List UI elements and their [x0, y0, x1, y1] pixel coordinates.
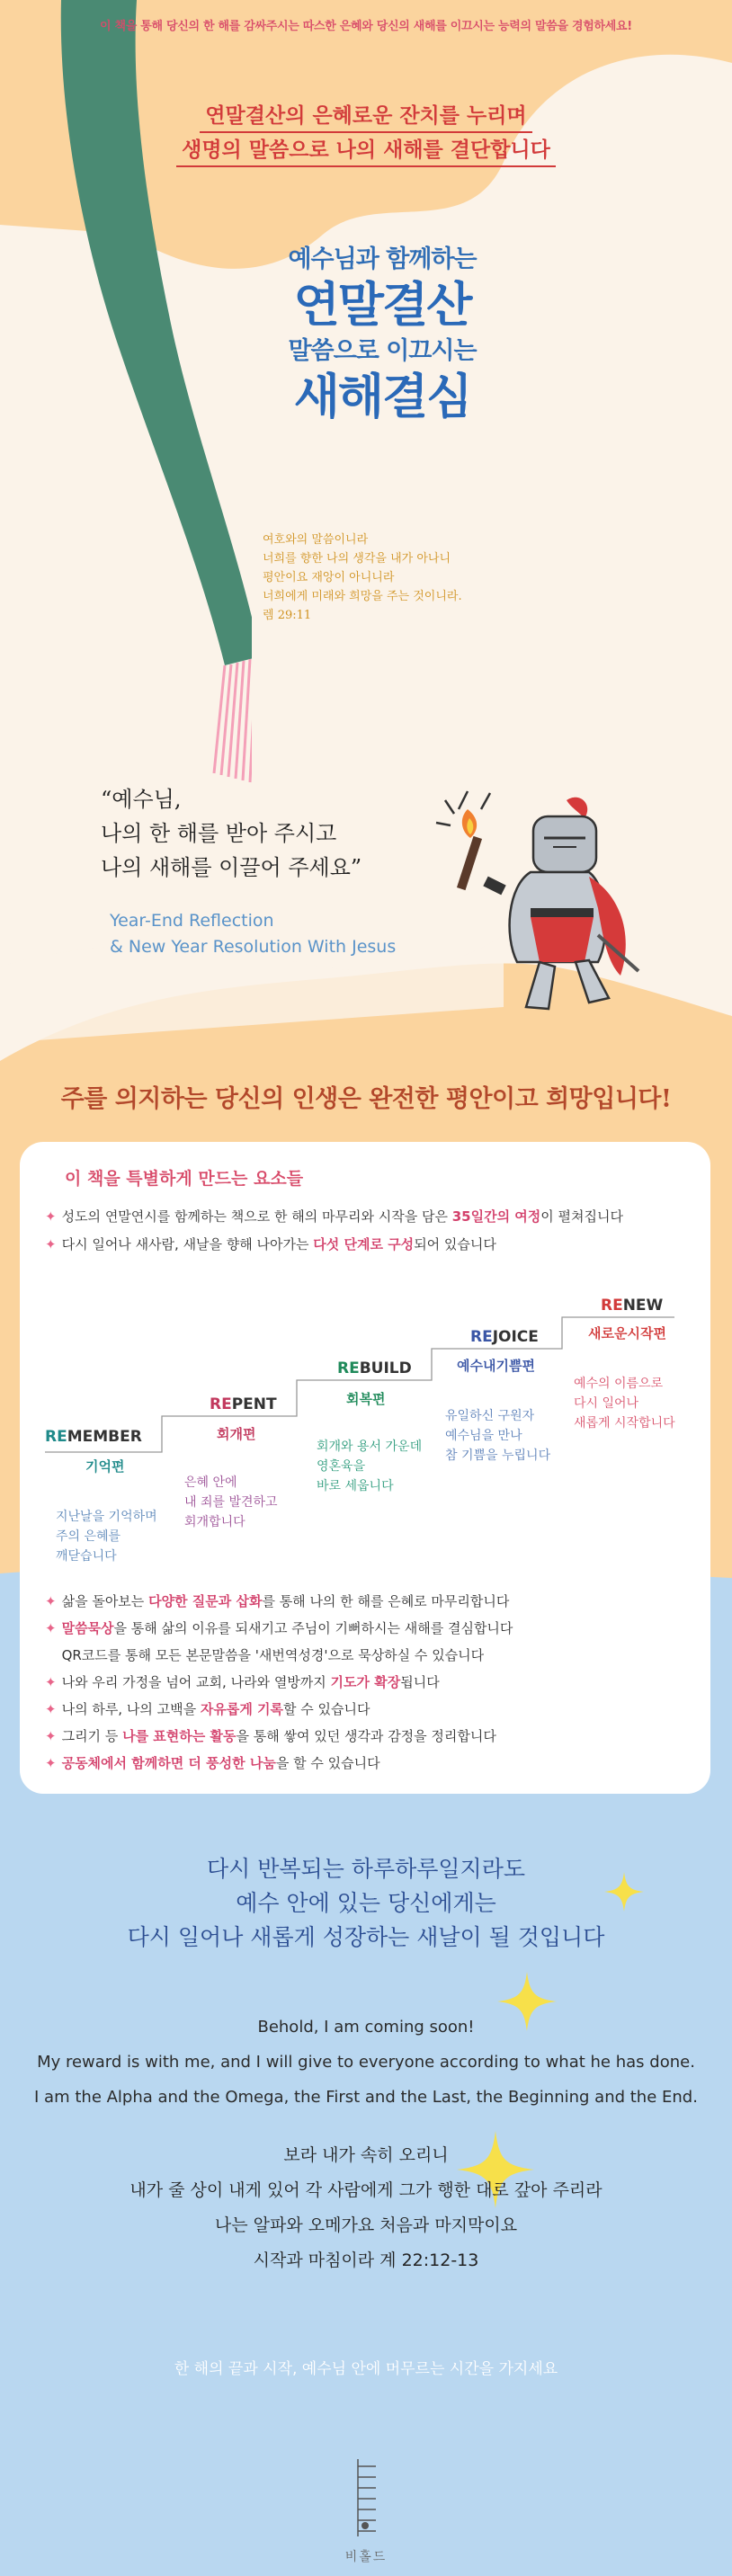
feature-intro-item [45, 1207, 623, 1226]
plus-bullet-icon: ✦ [45, 1701, 57, 1717]
plus-bullet-icon: ✦ [45, 1593, 57, 1609]
plus-bullet-icon: ✦ [45, 1620, 57, 1636]
stage-repent-desc [184, 1473, 278, 1532]
feature-text: 을 통해 쌓여 있던 생각과 감정을 정리합니다 [236, 1728, 496, 1744]
feature-highlight: 나를 표현하는 활동 [122, 1728, 237, 1744]
feature-detail-item [45, 1591, 509, 1610]
stage-word: BUILD [359, 1359, 412, 1377]
stage-rejoice-title [470, 1328, 539, 1346]
stage-renew-desc [574, 1374, 675, 1433]
stage-desc-line: 바로 세웁니다 [317, 1479, 394, 1493]
closing-line: 다시 일어나 새롭게 성장하는 새날이 될 것입니다 [127, 1924, 605, 1950]
english-subtitle-line: Year-End Reflection [110, 911, 274, 931]
stage-desc-line: 다시 일어나 [574, 1396, 639, 1411]
feature-detail-item [45, 1672, 440, 1691]
plus-bullet-icon: ✦ [45, 1728, 57, 1744]
feature-detail-item [45, 1699, 370, 1718]
book-title [261, 243, 504, 426]
plus-bullet-icon: ✦ [45, 1755, 57, 1771]
stage-repent-label: 회개편 [217, 1426, 256, 1442]
closing-line: 다시 반복되는 하루하루일지라도 [207, 1856, 525, 1882]
sparkle-star-icon [604, 1872, 644, 1912]
korean-scripture [0, 2138, 732, 2278]
stage-desc-line: 예수님을 만나 [445, 1429, 522, 1443]
stage-remember-desc [56, 1507, 157, 1566]
feature-text: 이 펼쳐집니다 [540, 1208, 623, 1225]
title-line-1: 예수님과 함께하는 [288, 245, 477, 273]
verse-small-line: 여호와의 말씀이니라 [263, 533, 369, 547]
feature-text: 삶을 돌아보는 [61, 1593, 149, 1609]
stage-desc-line: 회개와 용서 가운데 [317, 1440, 423, 1454]
knight-with-torch-illustration [418, 782, 661, 1025]
stage-renew-title [601, 1297, 663, 1315]
title-line-4: 새해결심 [293, 370, 471, 424]
plus-bullet-icon: ✦ [45, 1208, 57, 1225]
stage-prefix: RE [337, 1359, 360, 1377]
verse-small-reference: 렘 29:11 [263, 609, 312, 622]
english-subtitle [110, 908, 396, 960]
korean-verse-line: 보라 내가 속히 오리니 [283, 2145, 449, 2165]
feature-text: 할 수 있습니다 [283, 1701, 370, 1717]
stage-rebuild-title [337, 1359, 412, 1377]
stage-prefix: RE [210, 1395, 232, 1413]
stage-desc-line: 회개합니다 [184, 1515, 245, 1529]
english-scripture [0, 2010, 732, 2115]
feature-highlight: 말씀묵상 [61, 1620, 114, 1636]
stage-word: MEMBER [67, 1428, 142, 1446]
top-banner-text: 이 책을 통해 당신의 한 해를 감싸주시는 따스한 은혜와 당신의 새해를 이끄시는 능력의 말씀을 경험하세요! [100, 20, 632, 33]
stage-desc-line: 새롭게 시작합니다 [574, 1416, 675, 1431]
stage-word: JOICE [492, 1328, 539, 1346]
feature-text: 나의 하루, 나의 고백을 [61, 1701, 201, 1717]
feature-text: 다시 일어나 새사람, 새날을 향해 나아가는 [61, 1236, 314, 1252]
quote-line: “예수님, [101, 787, 182, 812]
english-verse-line: Behold, I am coming soon! [257, 2018, 475, 2037]
stage-prefix: RE [45, 1428, 67, 1446]
quote-line: 나의 새해를 이끌어 주세요” [101, 855, 362, 880]
stage-remember-label: 기억편 [85, 1458, 125, 1475]
korean-verse-line: 내가 줄 상이 내게 있어 각 사람에게 그가 행한 대로 갚아 주리라 [129, 2180, 603, 2200]
quote-line: 나의 한 해를 받아 주시고 [101, 821, 337, 846]
feature-highlight: 자유롭게 기록 [200, 1701, 284, 1717]
feature-text: 그리기 등 [61, 1728, 123, 1744]
stage-rejoice-desc [445, 1406, 550, 1466]
stage-rebuild-label: 회복편 [346, 1391, 386, 1407]
book-logo-icon [353, 2457, 381, 2538]
stage-desc-line: 내 죄를 발견하고 [184, 1495, 278, 1510]
stage-repent-title [210, 1395, 277, 1413]
feature-detail-item [45, 1726, 496, 1745]
stage-desc-line: 지난날을 기억하며 [56, 1510, 157, 1524]
feature-text: 됩니다 [400, 1674, 440, 1690]
closing-line: 예수 안에 있는 당신에게는 [236, 1890, 496, 1916]
scripture-small [263, 530, 462, 625]
title-line-2: 연말결산 [293, 278, 471, 333]
features-title: 이 책을 특별하게 만드는 요소들 [65, 1169, 304, 1189]
stage-desc-line: 유일하신 구원자 [445, 1409, 535, 1423]
slogan: 주를 의지하는 당신의 인생은 완전한 평안이고 희망입니다! [60, 1085, 672, 1113]
feature-text: 되어 있습니다 [414, 1236, 496, 1252]
feature-highlight: 35일간의 여정 [451, 1208, 541, 1225]
feature-text: 를 통해 나의 한 해를 은혜로 마무리합니다 [262, 1593, 510, 1609]
stage-desc-line: 참 기쁨을 누립니다 [445, 1448, 551, 1463]
feature-text: 을 통해 삶의 이유를 되새기고 주님이 기뻐하시는 새해를 결심합니다 [113, 1620, 513, 1636]
feature-text: 성도의 연말연시를 함께하는 책으로 한 해의 마무리와 시작을 담은 [61, 1208, 452, 1225]
stage-desc-line: 깨닫습니다 [56, 1549, 117, 1564]
stage-renew-label: 새로운시작편 [588, 1325, 666, 1341]
stage-prefix: RE [470, 1328, 493, 1346]
stage-rejoice-label: 예수내기쁨편 [457, 1358, 535, 1374]
verse-small-line: 평안이요 재앙이 아니니라 [263, 571, 395, 584]
stage-prefix: RE [601, 1297, 623, 1315]
feature-intro-item [45, 1235, 496, 1253]
stage-remember-title [45, 1428, 142, 1446]
plus-bullet-icon: ✦ [45, 1674, 57, 1690]
publisher-logo: 비홀드 [344, 2550, 388, 2564]
english-subtitle-line: & New Year Resolution With Jesus [110, 937, 397, 957]
plus-bullet-icon: ✦ [45, 1236, 57, 1252]
stage-desc-line: 예수의 이름으로 [574, 1377, 664, 1391]
stage-word: PENT [231, 1395, 277, 1413]
feature-detail-item [45, 1753, 380, 1772]
feature-text: 을 할 수 있습니다 [275, 1755, 380, 1771]
korean-verse-line: 나는 알파와 오메가요 처음과 마지막이요 [214, 2215, 518, 2235]
prayer-quote [101, 782, 362, 885]
verse-small-line: 너희를 향한 나의 생각을 내가 아나니 [263, 552, 451, 566]
feature-text: 나와 우리 가정을 넘어 교회, 나라와 열방까지 [61, 1674, 331, 1690]
feature-detail-item [45, 1645, 484, 1664]
stage-desc-line: 영혼육을 [317, 1459, 366, 1474]
headline [0, 99, 732, 167]
verse-small-line: 너희에게 미래와 희망을 주는 것이니라. [263, 590, 462, 603]
invitation-text: 한 해의 끝과 시작, 예수님 안에 머무르는 시간을 가지세요 [174, 2360, 558, 2378]
title-line-3: 말씀으로 이끄시는 [288, 337, 477, 365]
feature-highlight: 다섯 단계로 구성 [313, 1236, 415, 1252]
stage-rebuild-desc [317, 1437, 422, 1496]
headline-line-2: 생명의 말씀으로 나의 새해를 결단합니다 [176, 135, 556, 167]
korean-verse-line: 시작과 마침이라 계 22:12-13 [253, 2251, 479, 2270]
english-verse-line: My reward is with me, and I will give to everyone according to what he has done. [37, 2053, 695, 2072]
feature-highlight: 다양한 질문과 삽화 [148, 1593, 263, 1609]
english-verse-line: I am the Alpha and the Omega, the First and the Last, the Beginning and the End. [34, 2088, 698, 2107]
headline-line-1: 연말결산의 은혜로운 잔치를 누리며 [200, 101, 531, 133]
stage-desc-line: 주의 은혜를 [56, 1529, 121, 1544]
feature-highlight: 기도가 확장 [330, 1674, 401, 1690]
feature-detail-item [45, 1618, 513, 1637]
stage-word: NEW [622, 1297, 664, 1315]
feature-text: QR코드를 통해 모든 본문말씀을 '새번역성경'으로 묵상하실 수 있습니다 [61, 1647, 485, 1663]
stage-desc-line: 은혜 안에 [184, 1475, 237, 1490]
feature-highlight: 공동체에서 함께하면 더 풍성한 나눔 [61, 1755, 276, 1771]
